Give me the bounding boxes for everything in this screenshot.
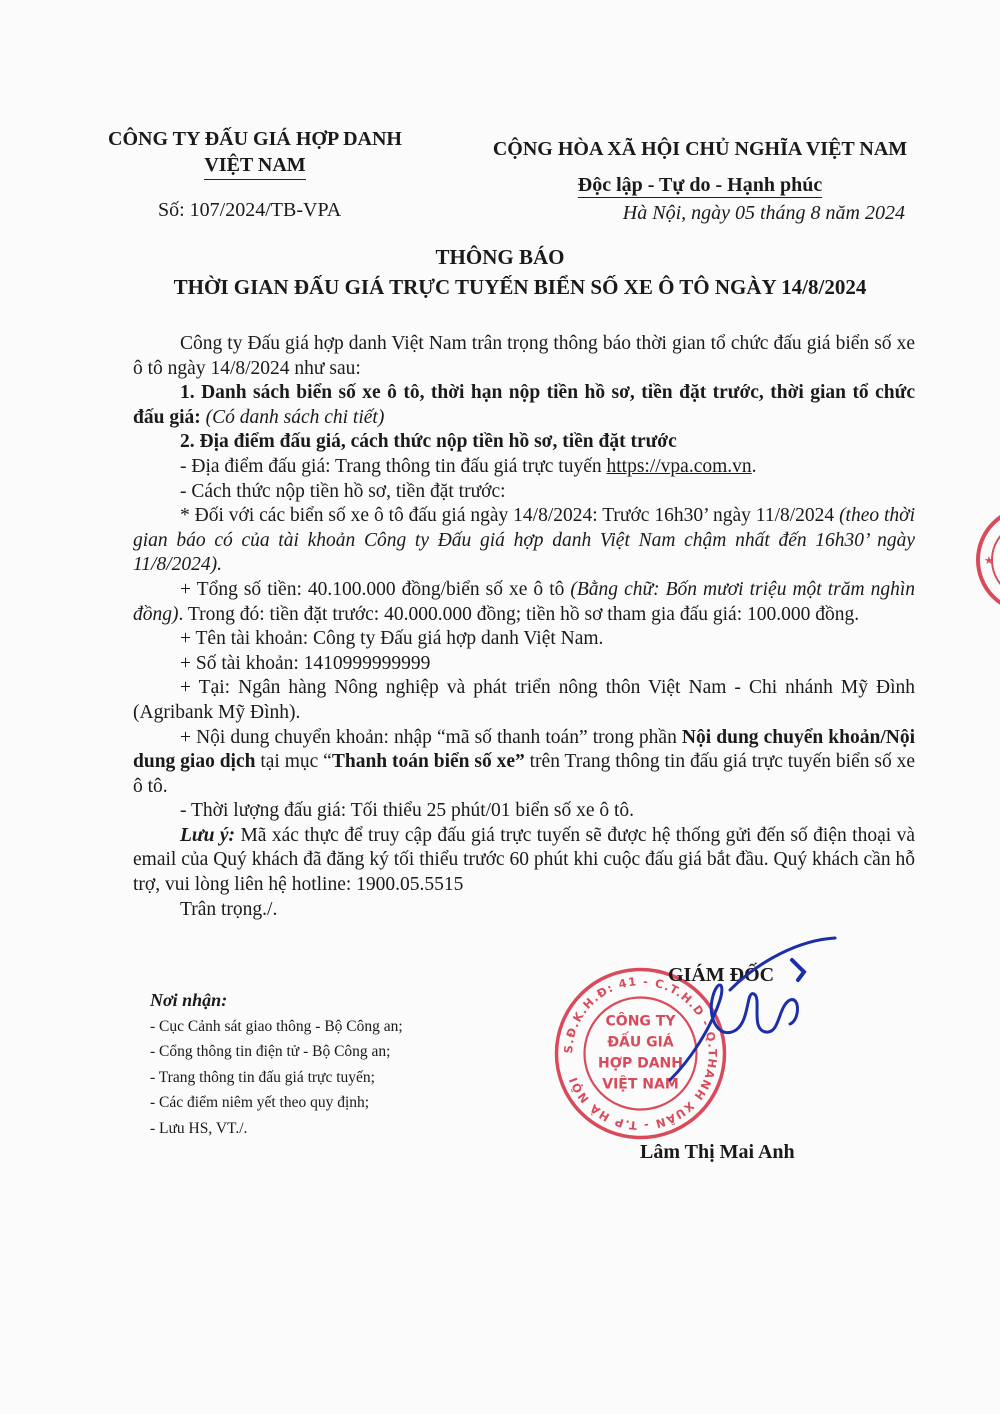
total-amount-text: + Tổng số tiền: 40.100.000 đồng/biển số xe ô tô [180,578,565,600]
intro-paragraph: Công ty Đấu giá hợp danh Việt Nam trân trọng thông báo thời gian tổ chức đấu giá biển số xe ô tô ngày 14/8/2024 như sau: [133,333,915,379]
auction-location: - Địa điểm đấu giá: Trang thông tin đấu giá trực tuyến https://vpa.com.vn. [180,455,757,477]
svg-text:VIỆT NAM: VIỆT NAM [602,1076,679,1093]
page-seal-fragment-image [970,500,1000,620]
svg-text:CÔNG TY: CÔNG TY [605,1013,676,1030]
total-amount-detail: . Trong đó: tiền đặt trước: 40.000.000 đồng; tiền hồ sơ tham gia đấu giá: 100.000 đồng. [178,603,860,625]
signer-position: GIÁM ĐỐC [668,964,775,986]
transfer-content-b: Nội dung chuyển khoản/Nội dung giao dịch [133,726,915,773]
recipient-item: - Cổng thông tin điện tử - Bộ Công an; [150,1043,391,1061]
national-motto: Độc lập - Tự do - Hạnh phúc [577,174,823,196]
issuer-name-line2: VIỆT NAM [204,152,305,180]
auction-duration: - Thời lượng đấu giá: Tối thiểu 25 phút/01 biển số xe ô tô. [180,800,635,822]
section-1-title: 1. Danh sách biển số xe ô tô, thời hạn nộp tiền hồ sơ, tiền đặt trước, thời gian tổ chức đấu giá: [133,382,915,428]
account-number: + Số tài khoản: 1410999999999 [180,652,431,674]
transfer-content-a: + Nội dung chuyển khoản: nhập “mã số thanh toán” trong phần [180,726,682,748]
section-1 [133,381,915,430]
nation-name: CỘNG HÒA XÃ HỘI CHỦ NGHĨA VIỆT NAM [492,138,908,160]
issuer-name-line1: CÔNG TY ĐẤU GIÁ HỢP DANH [108,128,402,150]
recipient-item: - Lưu HS, VT./. [150,1119,248,1137]
auction-website-link[interactable]: https://vpa.com.vn [606,455,752,477]
note-paragraph [133,824,915,898]
recipient-item: - Các điểm niêm yết theo quy định; [150,1094,370,1112]
payment-deadline-text: * Đối với các biển số xe ô tô đấu giá ngày 14/8/2024: Trước 16h30’ ngày 11/8/2024 [180,505,835,527]
svg-text:ĐẤU GIÁ: ĐẤU GIÁ [607,1034,674,1051]
recipients-block [150,988,403,1142]
account-name: + Tên tài khoản: Công ty Đấu giá hợp danh Việt Nam. [180,628,604,650]
handwritten-signature-image [650,920,840,1100]
auction-location-label: - Địa điểm đấu giá: Trang thông tin đấu giá trực tuyến [180,455,602,477]
transfer-content-d: Thanh toán biển số xe” [331,751,525,773]
recipients-title: Nơi nhận: [150,990,228,1010]
payment-method: - Cách thức nộp tiền hồ sơ, tiền đặt trước: [180,480,506,502]
document-title: THÔNG BÁO [435,245,565,269]
svg-text:★: ★ [984,554,994,567]
closing-line: Trân trọng./. [180,898,278,920]
section-1-note: (Có danh sách chi tiết) [205,406,385,428]
recipient-item: - Trang thông tin đấu giá trực tuyến; [150,1068,375,1086]
total-amount-words: (Bằng chữ: Bốn mươi triệu một trăm nghìn đồng) [133,578,916,625]
document-number: Số: 107/2024/TB-VPA [158,199,342,221]
payment-deadline-note: (theo thời gian báo có của tài khoản Công ty Đấu giá hợp danh Việt Nam chậm nhất đến 16h30’ ngày 11/8/2024). [133,505,916,576]
total-amount [133,578,915,627]
svg-text:S.Đ.K.H.Đ: 41 - C.T.H.D - Q.TH: S.Đ.K.H.Đ: 41 - C.T.H.D - Q.THANH XUÂN - T.P HÀ NỘI [561,974,720,1133]
transfer-content-e: trên Trang thông tin đấu giá trực tuyến biển số xe ô tô. [133,751,916,797]
transfer-content [133,726,915,800]
document-date: Hà Nội, ngày 05 tháng 8 năm 2024 [622,202,905,224]
recipient-item: - Cục Cảnh sát giao thông - Bộ Công an; [150,1017,403,1035]
transfer-content-c: tại mục “ [255,751,332,773]
section-2-title: 2. Địa điểm đấu giá, cách thức nộp tiền hồ sơ, tiền đặt trước [180,431,677,453]
issuer-block [100,126,410,180]
signer-name: Lâm Thị Mai Anh [640,1141,795,1163]
note-text: Mã xác thực để truy cập đấu giá trực tuyến sẽ được hệ thống gửi đến số điện thoại và email của Quý khách đã đăng ký tối thiểu trước 60 phút khi cuộc đấu giá bắt đầu. Quý khách cần hỗ trợ, vui lòng liên hệ hotline: 1900.05.5515 [133,824,916,896]
bank-name: + Tại: Ngân hàng Nông nghiệp và phát triển nông thôn Việt Nam - Chi nhánh Mỹ Đình (Agribank Mỹ Đình). [133,677,915,723]
national-heading [480,131,920,203]
document-body [133,332,915,922]
document-subtitle: THỜI GIAN ĐẤU GIÁ TRỰC TUYẾN BIỂN SỐ XE Ô TÔ NGÀY 14/8/2024 [173,275,867,299]
payment-deadline [133,504,915,578]
note-label: Lưu ý: [180,824,236,846]
svg-text:HỢP DANH: HỢP DANH [598,1055,683,1072]
